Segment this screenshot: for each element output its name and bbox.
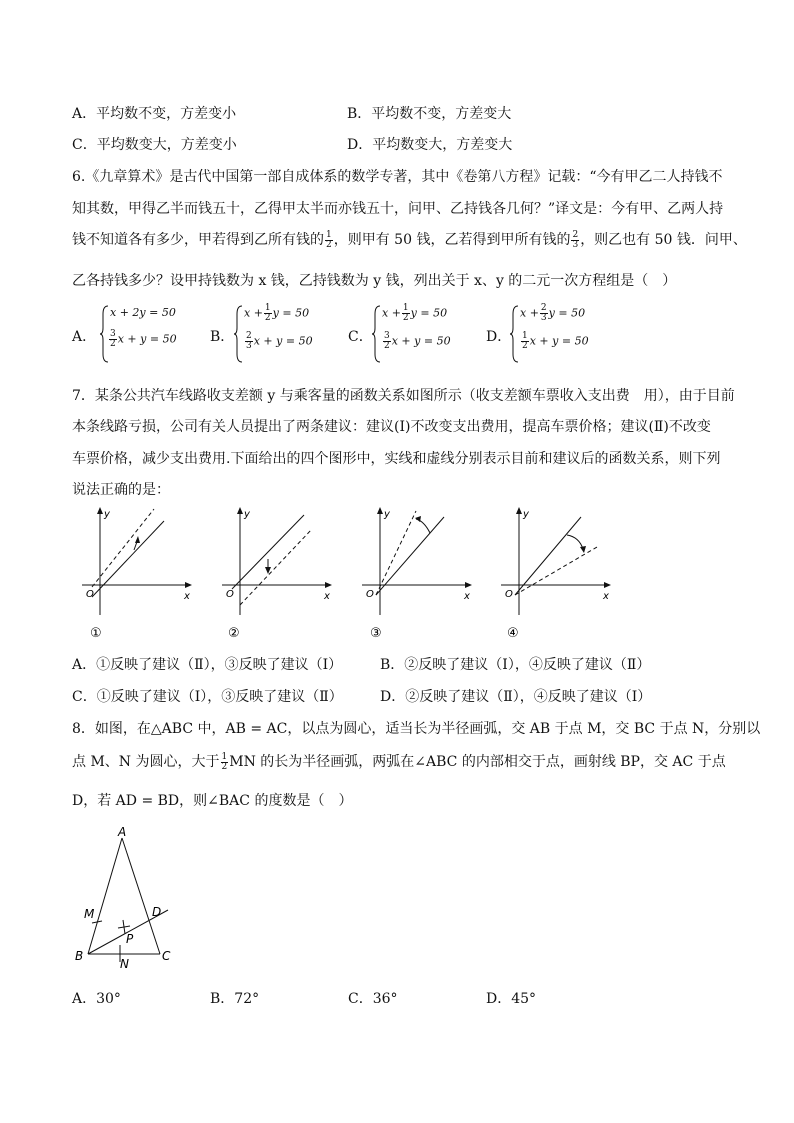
q7-graph-3: [358, 505, 478, 643]
q6-option-c-eq1: [382, 304, 447, 323]
arrow-icon: [185, 582, 192, 588]
q8-frac-den: 2: [221, 761, 228, 772]
q7-graph-2: [218, 505, 338, 643]
dashed-line: [376, 511, 416, 595]
q7-text-line3: 车票价格，减少支出费用.下面给出的四个图形中，实线和虚线分别表示目前和建议后的函数关系，则下列: [72, 451, 721, 467]
eq-rest: x + y = 50: [391, 334, 451, 348]
q7-text-line2: 本条线路亏损，公司有关人员提出了两条建议：建议(Ⅰ)不改变支出费用，提高车票价格；建议(Ⅱ)不改变: [72, 419, 711, 435]
frac-den: 2: [110, 339, 116, 349]
q6-option-b-eq2: [244, 332, 313, 351]
graph-label: ②: [228, 626, 240, 641]
brace-icon: [372, 304, 382, 364]
frac-den: 2: [402, 313, 409, 323]
frac-den: 3: [246, 341, 252, 351]
origin-label: O: [86, 589, 94, 600]
y-label: y: [244, 509, 250, 520]
side-ab: [88, 838, 122, 954]
q6-text-line2: 知其数，甲得乙半而钱五十，乙得甲太半而亦钱五十，问甲、乙持钱各几何？”译文是：今有甲、乙两人持: [72, 201, 724, 217]
frac-den: 3: [540, 313, 547, 323]
q6-fraction-half: [325, 231, 333, 250]
arrow-icon: [325, 582, 332, 588]
frac-num: 1: [402, 303, 409, 313]
frac-num: 3: [384, 331, 390, 341]
q6-option-b-tag: B．: [210, 329, 235, 345]
eq-pre: x +: [382, 306, 401, 320]
q6-line3-part1: 钱不知道各有多少，甲若得到乙所有钱的: [72, 232, 324, 248]
q5-option-c: C．平均数变大，方差变小: [72, 137, 237, 153]
q7-graph-1: [78, 505, 198, 643]
y-label: y: [523, 509, 529, 520]
q6-fraction-two-thirds: [571, 231, 579, 250]
x-label: x: [464, 591, 470, 602]
origin-label: O: [505, 589, 513, 600]
arrow-icon: [97, 507, 103, 514]
graph-label: ①: [90, 626, 102, 641]
arrow-icon: [135, 536, 140, 543]
q8-text-line2: [72, 751, 726, 772]
frac-num: 2: [246, 331, 252, 341]
arrow-icon: [604, 582, 611, 588]
q8-option-b: B．72°: [210, 991, 260, 1007]
x-label: x: [184, 591, 190, 602]
vertex-c-label: C: [162, 949, 171, 963]
brace-icon: [234, 304, 244, 364]
q6-frac2-num: 2: [572, 229, 579, 240]
eq-rest: x + y = 50: [529, 334, 589, 348]
eq-pre: x +: [244, 306, 263, 320]
q6-option-a-tag: A．: [72, 329, 97, 345]
eq-rest: y = 50: [410, 306, 448, 320]
frac-den: 2: [522, 341, 528, 351]
q8-text-line3: D，若 AD = BD，则∠BAC 的度数是（ ）: [72, 793, 353, 809]
rotate-arc-icon: [416, 519, 430, 533]
q6-line3-part2: ，则甲有 50 钱，乙若得到甲所有钱的: [333, 232, 571, 248]
q7-option-c: C．①反映了建议（Ⅰ），③反映了建议（Ⅱ）: [72, 689, 343, 705]
q7-text-line1: 7．某条公共汽车线路收支差额 y 与乘客量的函数关系如图所示（收支差额车票收入支出费 用），由于目前: [72, 388, 735, 404]
dashed-line: [92, 509, 154, 587]
x-label: x: [324, 591, 330, 602]
solid-line: [232, 515, 304, 589]
q6-option-c-tag: C．: [348, 329, 373, 345]
y-label: y: [384, 509, 390, 520]
q5-option-d: D．平均数变大，方差变大: [347, 137, 513, 153]
q8-line2-part2: MN 的长为半径画弧，两弧在∠ABC 的内部相交于点，画射线 BP，交 AC 于点: [229, 754, 726, 770]
q6-option-d-eq1: [520, 304, 585, 323]
arrow-icon: [465, 582, 472, 588]
x-label: x: [603, 591, 609, 602]
vertex-b-label: B: [75, 949, 84, 963]
frac-num: 1: [264, 303, 271, 313]
frac-den: 2: [264, 313, 271, 323]
q6-option-a-eq1: x + 2y = 50: [110, 306, 176, 319]
q6-text-line4: 乙各持钱多少？设甲持钱数为 x 钱，乙持钱数为 y 钱，列出关于 x、y 的二元一次方程组是（ ）: [72, 273, 677, 289]
eq-pre: x +: [520, 306, 539, 320]
q8-fraction-half: [221, 753, 229, 772]
arrow-icon: [580, 546, 586, 553]
dashed-line: [240, 529, 312, 605]
q6-option-d-tag: D．: [486, 329, 512, 345]
q6-option-c-eq2: [382, 332, 451, 351]
eq-rest: y = 50: [272, 306, 310, 320]
q6-option-a: [72, 300, 222, 370]
vertex-a-label: A: [118, 825, 127, 839]
q6-frac1-den: 2: [326, 239, 332, 250]
q6-option-b: [210, 300, 360, 370]
point-m-label: M: [84, 907, 95, 921]
q8-line2-part1: 点 M、N 为圆心，大于: [72, 754, 220, 770]
origin-label: O: [366, 589, 374, 600]
brace-icon: [510, 304, 520, 364]
q7-option-b: B．②反映了建议（Ⅰ），④反映了建议（Ⅱ）: [380, 657, 651, 673]
eq-rest: x + y = 50: [117, 332, 177, 346]
point-n-label: N: [120, 957, 129, 970]
solid-line: [92, 521, 164, 597]
frac-num: 2: [540, 303, 547, 313]
q5-option-b: B．平均数不变，方差变大: [347, 106, 512, 122]
point-d-label: D: [152, 905, 162, 919]
arrow-icon: [377, 507, 383, 514]
q7-option-d: D．②反映了建议（Ⅱ），④反映了建议（Ⅰ）: [380, 689, 652, 705]
q8-option-d: D．45°: [486, 991, 537, 1007]
point-p-label: P: [126, 932, 134, 946]
arrow-icon: [237, 507, 243, 514]
q6-line3-part3: ，则乙也有 50 钱．问甲、: [580, 232, 747, 248]
q7-graph-4: [497, 505, 617, 643]
solid-line: [515, 517, 581, 595]
eq-rest: y = 50: [548, 306, 586, 320]
q6-frac2-den: 3: [572, 239, 579, 250]
q8-option-c: C．36°: [348, 991, 398, 1007]
q7-option-a: A．①反映了建议（Ⅱ），③反映了建议（Ⅰ）: [72, 657, 343, 673]
q6-option-d: [486, 300, 636, 370]
q6-option-a-eq2: [108, 330, 177, 349]
q6-option-c: [348, 300, 498, 370]
frac-num: 3: [110, 329, 116, 339]
frac-den: 2: [384, 341, 390, 351]
y-label: y: [104, 509, 110, 520]
q6-option-d-eq2: [520, 332, 589, 351]
eq-rest: x + y = 50: [253, 334, 313, 348]
q7-text-line4: 说法正确的是：: [72, 482, 170, 498]
dashed-line: [515, 547, 597, 595]
graph-label: ④: [507, 626, 519, 641]
q5-option-a: A．平均数不变，方差变小: [72, 106, 237, 122]
q6-frac1-num: 1: [326, 229, 332, 240]
q6-text-line3: [72, 229, 747, 250]
q8-frac-num: 1: [221, 751, 228, 762]
q8-triangle-figure: [70, 820, 190, 970]
frac-num: 1: [522, 331, 528, 341]
q6-option-b-eq1: [244, 304, 309, 323]
graph-label: ③: [370, 626, 382, 641]
arrow-icon: [516, 507, 522, 514]
origin-label: O: [226, 589, 234, 600]
arrow-icon: [415, 516, 421, 522]
q8-option-a: A．30°: [72, 991, 121, 1007]
solid-line: [376, 517, 444, 595]
q8-text-line1: 8．如图，在△ABC 中，AB = AC，以点为圆心，适当长为半径画弧，交 AB 于点 M，交 BC 于点 N，分别以: [72, 721, 761, 737]
q6-text-line1: 6.《九章算术》是古代中国第一部自成体系的数学专著，其中《卷第八方程》记载：“今有甲乙二人持钱不: [72, 169, 723, 185]
